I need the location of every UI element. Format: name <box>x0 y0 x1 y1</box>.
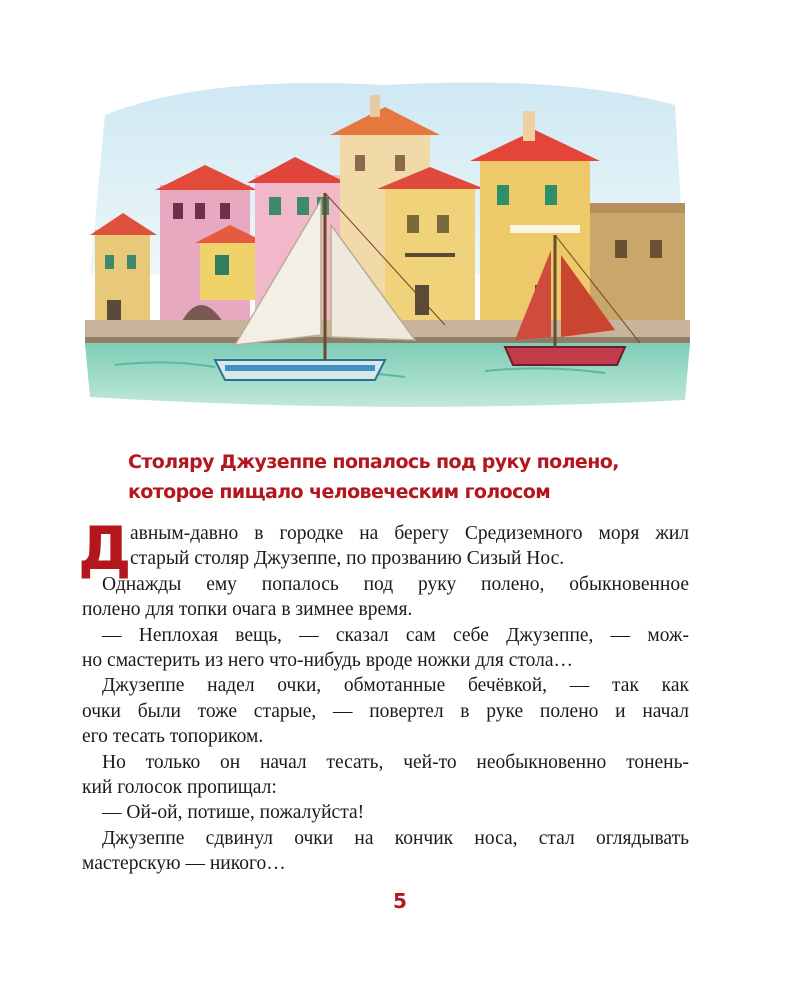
text-line: Но только он начал тесать, чей-то необыкновенно тонень- <box>102 751 689 773</box>
chapter-title-line: которое пищало человеческим голосом <box>128 481 551 503</box>
text-line: — Неплохая вещь, — сказал сам себе Джузеппе, — мож- <box>102 624 689 646</box>
text-line: очки были тоже старые, — повертел в руке полено и начал <box>82 700 689 722</box>
text-line: но смастерить из него что-нибудь вроде ножки для стола… <box>82 649 574 671</box>
text-line: полено для топки очага в зимнее время. <box>82 599 413 621</box>
chapter-title <box>128 447 708 507</box>
text-line: Джузеппе надел очки, обмотанные бечёвкой, — так как <box>102 675 689 697</box>
text-line: его тесать топориком. <box>82 726 264 748</box>
text-line: старый столяр Джузеппе, по прозванию Сизый Нос. <box>130 548 565 570</box>
body-text <box>78 514 689 876</box>
text-line: мастерскую — никого… <box>82 853 286 875</box>
drop-cap: Д <box>78 514 132 584</box>
page-number: 5 <box>393 889 407 913</box>
chapter-title-line: Столяру Джузеппе попалось под руку полено, <box>128 451 619 473</box>
text-line: кий голосок пропищал: <box>82 776 277 798</box>
harbor-watercolor-illustration <box>85 75 690 410</box>
text-line: авным-давно в городке на берегу Средиземного моря жил <box>130 523 689 544</box>
text-line: — Ой-ой, потише, пожалуйста! <box>102 802 365 824</box>
text-line: Однажды ему попалось под руку полено, обыкновенное <box>102 573 689 595</box>
text-line: Джузеппе сдвинул очки на кончик носа, стал оглядывать <box>102 827 689 849</box>
